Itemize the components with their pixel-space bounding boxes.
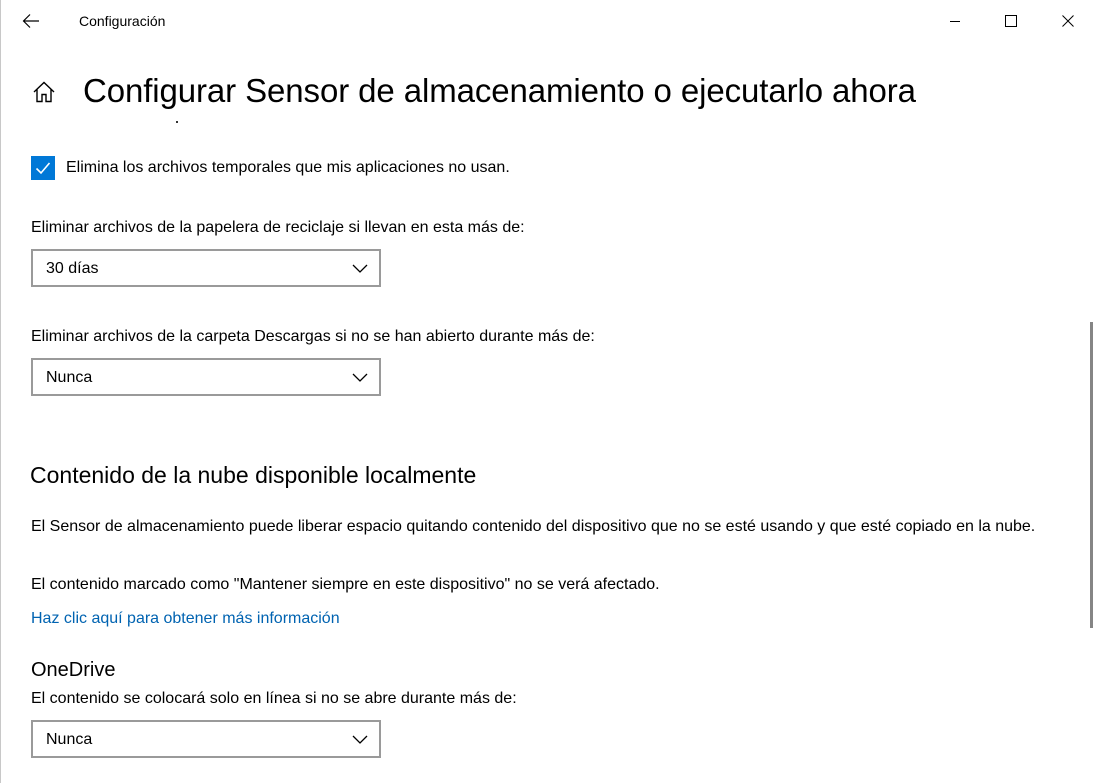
temp-files-checkbox[interactable] <box>31 156 55 180</box>
arrow-left-icon <box>22 13 40 29</box>
more-info-link[interactable]: Haz clic aquí para obtener más información <box>31 610 340 627</box>
downloads-selected-value: Nunca <box>46 369 93 386</box>
title-bar <box>0 0 1096 42</box>
cloud-note: El contenido marcado como "Mantener siempre en este dispositivo" no se verá afectado. <box>31 576 660 593</box>
chevron-down-icon <box>352 733 368 745</box>
downloads-dropdown[interactable] <box>31 358 381 396</box>
onedrive-dropdown[interactable] <box>31 720 381 758</box>
checkmark-icon <box>34 159 52 177</box>
scroll-artifact <box>176 121 178 123</box>
recycle-bin-selected-value: 30 días <box>46 260 99 277</box>
close-icon <box>1062 15 1074 27</box>
downloads-label: Eliminar archivos de la carpeta Descargas si no se han abierto durante más de: <box>31 328 595 345</box>
minimize-icon <box>949 15 961 27</box>
temp-files-label: Elimina los archivos temporales que mis aplicaciones no usan. <box>66 159 510 176</box>
recycle-bin-dropdown[interactable] <box>31 249 381 287</box>
app-title: Configuración <box>79 13 166 29</box>
vertical-scrollbar-thumb[interactable] <box>1090 322 1093 628</box>
home-icon <box>32 80 56 104</box>
maximize-icon <box>1005 15 1017 27</box>
onedrive-title: OneDrive <box>31 659 116 681</box>
maximize-button[interactable] <box>982 0 1039 42</box>
minimize-button[interactable] <box>926 0 983 42</box>
chevron-down-icon <box>352 371 368 383</box>
onedrive-label: El contenido se colocará solo en línea si no se abre durante más de: <box>31 690 517 707</box>
home-button[interactable] <box>30 78 58 106</box>
page-title: Configurar Sensor de almacenamiento o ejecutarlo ahora <box>83 72 916 109</box>
cloud-section-title: Contenido de la nube disponible localmente <box>30 462 477 488</box>
window-left-border <box>0 0 1 783</box>
chevron-down-icon <box>352 262 368 274</box>
close-button[interactable] <box>1039 0 1096 42</box>
onedrive-selected-value: Nunca <box>46 731 93 748</box>
recycle-bin-label: Eliminar archivos de la papelera de reciclaje si llevan en esta más de: <box>31 219 525 236</box>
back-button[interactable] <box>12 2 50 40</box>
cloud-description: El Sensor de almacenamiento puede liberar espacio quitando contenido del dispositivo que no se esté usando y que esté copiado en la nube. <box>31 518 1036 535</box>
temp-files-checkbox-row[interactable] <box>31 156 510 180</box>
